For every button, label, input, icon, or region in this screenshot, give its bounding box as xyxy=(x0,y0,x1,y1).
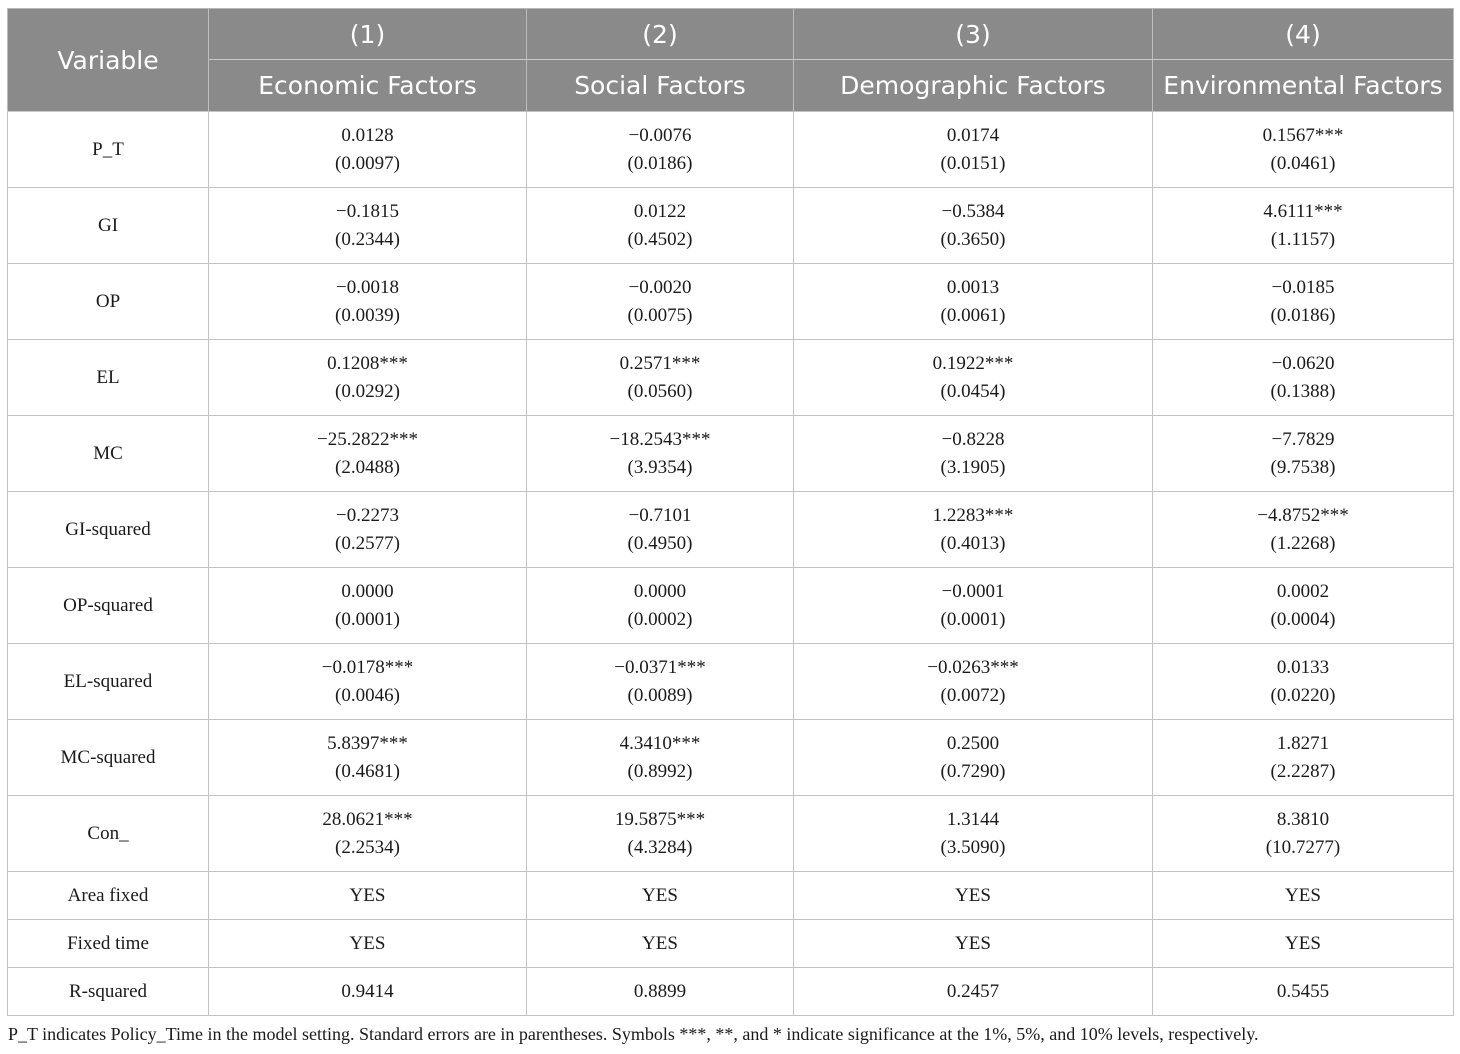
coefficient-value: −0.2273 xyxy=(336,504,399,526)
estimate-cell xyxy=(1153,340,1454,416)
estimate-cell xyxy=(527,188,794,264)
coefficient-value: −25.2822*** xyxy=(317,428,418,450)
coefficient-value: 0.0174 xyxy=(946,124,1000,146)
coefficient-value: 0.2500 xyxy=(946,732,1000,754)
standard-error-value: (0.4502) xyxy=(627,228,693,250)
row-variable-label: MC xyxy=(8,416,209,492)
coefficient-value: 8.3810 xyxy=(1276,808,1330,830)
standard-error-value: (0.0002) xyxy=(627,608,693,630)
coefficient-value: 5.8397*** xyxy=(327,732,408,754)
table-row xyxy=(8,568,1454,644)
standard-error-value: (0.0004) xyxy=(1270,608,1336,630)
estimate-cell xyxy=(794,188,1153,264)
coefficient-value: −4.8752*** xyxy=(1257,504,1349,526)
estimate-cell xyxy=(527,416,794,492)
table-note: P_T indicates Policy_Time in the model setting. Standard errors are in parentheses. Symbols ***, **, and * indicate significance at the 1%, 5%, and 10% levels, respectively. xyxy=(8,1024,1259,1044)
summary-value: YES xyxy=(1153,920,1454,968)
estimate-cell xyxy=(527,796,794,872)
estimate-cell xyxy=(794,796,1153,872)
standard-error-value: (0.0292) xyxy=(335,380,400,402)
coefficient-value: 0.1208*** xyxy=(327,352,408,374)
standard-error-value: (0.4013) xyxy=(940,532,1006,554)
summary-value: YES xyxy=(794,920,1153,968)
estimate-cell xyxy=(209,492,527,568)
coefficient-value: −18.2543*** xyxy=(609,428,711,450)
column-number-1: (1) xyxy=(209,9,527,60)
row-variable-label: P_T xyxy=(8,112,209,188)
standard-error-value: (0.0001) xyxy=(940,608,1006,630)
standard-error-value: (3.5090) xyxy=(940,836,1006,858)
regression-table xyxy=(7,8,1454,1016)
standard-error-value: (0.0075) xyxy=(627,304,693,326)
estimate-cell xyxy=(1153,796,1454,872)
table-row xyxy=(8,188,1454,264)
column-label-3: Demographic Factors xyxy=(794,60,1153,112)
coefficient-value: −0.0001 xyxy=(941,580,1005,602)
standard-error-value: (0.0220) xyxy=(1270,684,1336,706)
estimate-cell xyxy=(1153,416,1454,492)
standard-error-value: (3.9354) xyxy=(627,456,693,478)
coefficient-value: −0.0076 xyxy=(628,124,692,146)
standard-error-value: (0.0097) xyxy=(335,152,400,174)
estimate-cell xyxy=(209,644,527,720)
row-variable-label: EL xyxy=(8,340,209,416)
estimate-cell xyxy=(527,644,794,720)
estimate-cell xyxy=(1153,112,1454,188)
coefficient-value: −0.5384 xyxy=(941,200,1005,222)
standard-error-value: (0.2577) xyxy=(335,532,400,554)
column-label-4: Environmental Factors xyxy=(1153,60,1454,112)
summary-value: YES xyxy=(527,872,794,920)
coefficient-value: −0.0185 xyxy=(1271,276,1335,298)
coefficient-value: 4.3410*** xyxy=(619,732,701,754)
summary-value: YES xyxy=(527,920,794,968)
row-variable-label: OP xyxy=(8,264,209,340)
estimate-cell xyxy=(527,112,794,188)
standard-error-value: (1.1157) xyxy=(1270,228,1336,250)
estimate-cell xyxy=(527,568,794,644)
table-body xyxy=(8,112,1454,1016)
estimate-cell xyxy=(527,720,794,796)
row-variable-label: OP-squared xyxy=(8,568,209,644)
header-row-labels xyxy=(8,60,1454,112)
table-row xyxy=(8,492,1454,568)
estimate-cell xyxy=(209,188,527,264)
table-row xyxy=(8,112,1454,188)
estimate-cell xyxy=(209,112,527,188)
estimate-cell xyxy=(794,264,1153,340)
coefficient-value: −0.8228 xyxy=(941,428,1005,450)
standard-error-value: (2.2534) xyxy=(335,836,400,858)
coefficient-value: 0.0000 xyxy=(633,580,687,602)
row-variable-label: GI xyxy=(8,188,209,264)
column-number-3: (3) xyxy=(794,9,1153,60)
coefficient-value: −0.0371*** xyxy=(614,656,706,678)
table-row xyxy=(8,720,1454,796)
coefficient-value: 4.6111*** xyxy=(1263,200,1343,222)
estimate-cell xyxy=(527,340,794,416)
coefficient-value: −0.0020 xyxy=(628,276,692,298)
standard-error-value: (3.1905) xyxy=(940,456,1006,478)
table-row xyxy=(8,340,1454,416)
estimate-cell xyxy=(209,416,527,492)
coefficient-value: −0.1815 xyxy=(336,200,399,222)
coefficient-value: 0.0133 xyxy=(1276,656,1330,678)
estimate-cell xyxy=(209,720,527,796)
summary-value: 0.9414 xyxy=(209,968,527,1016)
row-variable-label: R-squared xyxy=(8,968,209,1016)
regression-table-container xyxy=(7,8,1453,1016)
summary-value: 0.5455 xyxy=(1153,968,1454,1016)
coefficient-value: −0.0263*** xyxy=(927,656,1019,678)
standard-error-value: (0.0072) xyxy=(940,684,1006,706)
standard-error-value: (0.0454) xyxy=(940,380,1006,402)
standard-error-value: (10.7277) xyxy=(1265,836,1341,858)
standard-error-value: (0.1388) xyxy=(1270,380,1336,402)
estimate-cell xyxy=(794,492,1153,568)
estimate-cell xyxy=(527,492,794,568)
coefficient-value: 28.0621*** xyxy=(322,808,413,830)
variable-column-header: Variable xyxy=(8,9,209,112)
estimate-cell xyxy=(1153,568,1454,644)
standard-error-value: (4.3284) xyxy=(627,836,693,858)
coefficient-value: −0.0018 xyxy=(336,276,399,298)
coefficient-value: −0.0620 xyxy=(1271,352,1335,374)
coefficient-value: 1.8271 xyxy=(1276,732,1330,754)
column-number-4: (4) xyxy=(1153,9,1454,60)
table-header xyxy=(8,9,1454,112)
standard-error-value: (0.8992) xyxy=(627,760,693,782)
coefficient-value: 0.0013 xyxy=(946,276,1000,298)
estimate-cell xyxy=(794,568,1153,644)
coefficient-value: 0.2571*** xyxy=(619,352,701,374)
estimate-cell xyxy=(1153,492,1454,568)
standard-error-value: (0.0061) xyxy=(940,304,1006,326)
coefficient-value: 19.5875*** xyxy=(614,808,706,830)
coefficient-value: 0.0002 xyxy=(1276,580,1330,602)
standard-error-value: (0.2344) xyxy=(335,228,400,250)
estimate-cell xyxy=(1153,644,1454,720)
standard-error-value: (9.7538) xyxy=(1270,456,1336,478)
summary-value: YES xyxy=(209,872,527,920)
summary-value: 0.8899 xyxy=(527,968,794,1016)
summary-value: YES xyxy=(1153,872,1454,920)
row-variable-label: EL-squared xyxy=(8,644,209,720)
estimate-cell xyxy=(527,264,794,340)
column-label-2: Social Factors xyxy=(527,60,794,112)
summary-row xyxy=(8,968,1454,1016)
row-variable-label: Con_ xyxy=(8,796,209,872)
coefficient-value: 0.0000 xyxy=(341,580,394,602)
estimate-cell xyxy=(794,112,1153,188)
header-row-numbers xyxy=(8,9,1454,60)
coefficient-value: 1.3144 xyxy=(946,808,1000,830)
estimate-cell xyxy=(794,416,1153,492)
standard-error-value: (0.0560) xyxy=(627,380,693,402)
standard-error-value: (0.0001) xyxy=(335,608,400,630)
summary-value: YES xyxy=(794,872,1153,920)
standard-error-value: (2.2287) xyxy=(1270,760,1336,782)
standard-error-value: (0.0461) xyxy=(1270,152,1336,174)
estimate-cell xyxy=(1153,720,1454,796)
row-variable-label: MC-squared xyxy=(8,720,209,796)
standard-error-value: (0.0151) xyxy=(940,152,1006,174)
coefficient-value: 0.1922*** xyxy=(932,352,1014,374)
coefficient-value: −0.7101 xyxy=(628,504,692,526)
row-variable-label: Area fixed xyxy=(8,872,209,920)
standard-error-value: (0.0186) xyxy=(627,152,693,174)
estimate-cell xyxy=(209,796,527,872)
coefficient-value: −7.7829 xyxy=(1271,428,1335,450)
estimate-cell xyxy=(209,340,527,416)
coefficient-value: 0.0128 xyxy=(341,124,394,146)
table-row xyxy=(8,416,1454,492)
column-label-1: Economic Factors xyxy=(209,60,527,112)
summary-value: YES xyxy=(209,920,527,968)
summary-value: 0.2457 xyxy=(794,968,1153,1016)
standard-error-value: (0.0089) xyxy=(627,684,693,706)
coefficient-value: 0.1567*** xyxy=(1262,124,1344,146)
estimate-cell xyxy=(209,568,527,644)
coefficient-value: −0.0178*** xyxy=(321,656,414,678)
standard-error-value: (0.3650) xyxy=(940,228,1006,250)
standard-error-value: (1.2268) xyxy=(1270,532,1336,554)
standard-error-value: (0.0046) xyxy=(335,684,400,706)
standard-error-value: (2.0488) xyxy=(335,456,400,478)
estimate-cell xyxy=(1153,264,1454,340)
column-number-2: (2) xyxy=(527,9,794,60)
table-row xyxy=(8,264,1454,340)
standard-error-value: (0.0039) xyxy=(335,304,400,326)
summary-row xyxy=(8,872,1454,920)
coefficient-value: 0.0122 xyxy=(633,200,687,222)
estimate-cell xyxy=(794,644,1153,720)
summary-row xyxy=(8,920,1454,968)
row-variable-label: GI-squared xyxy=(8,492,209,568)
estimate-cell xyxy=(794,340,1153,416)
estimate-cell xyxy=(794,720,1153,796)
table-row xyxy=(8,644,1454,720)
table-row xyxy=(8,796,1454,872)
standard-error-value: (0.4950) xyxy=(627,532,693,554)
estimate-cell xyxy=(209,264,527,340)
standard-error-value: (0.4681) xyxy=(335,760,400,782)
row-variable-label: Fixed time xyxy=(8,920,209,968)
coefficient-value: 1.2283*** xyxy=(932,504,1014,526)
standard-error-value: (0.0186) xyxy=(1270,304,1336,326)
standard-error-value: (0.7290) xyxy=(940,760,1006,782)
estimate-cell xyxy=(1153,188,1454,264)
